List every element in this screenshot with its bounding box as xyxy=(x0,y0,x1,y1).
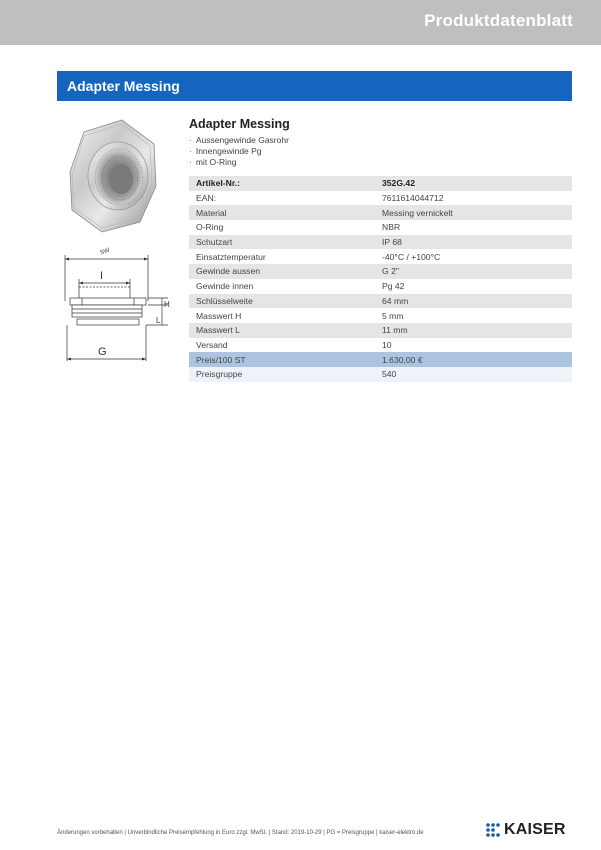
spec-value: Pg 42 xyxy=(375,279,572,294)
spec-value: G 2" xyxy=(375,264,572,279)
feature-item: · Aussengewinde Gasrohr xyxy=(189,135,289,146)
spec-label: Artikel-Nr.: xyxy=(189,176,375,191)
product-photo xyxy=(62,114,162,236)
spec-row-article-number xyxy=(189,176,572,191)
spec-label: Versand xyxy=(189,338,375,353)
feature-item: · mit O-Ring xyxy=(189,157,289,168)
technical-drawing xyxy=(52,243,180,373)
spec-label: Material xyxy=(189,205,375,220)
dim-label-g: G xyxy=(98,346,107,358)
spec-row-material xyxy=(189,205,572,220)
spec-row-o-ring xyxy=(189,220,572,235)
spec-label: Masswert L xyxy=(189,323,375,338)
kaiser-logo xyxy=(485,821,566,839)
spec-row-dimension-h xyxy=(189,308,572,323)
spec-label: Masswert H xyxy=(189,308,375,323)
spec-row-price-group xyxy=(189,367,572,382)
spec-row-protection xyxy=(189,235,572,250)
spec-row-outer-thread xyxy=(189,264,572,279)
logo-text: KAISER xyxy=(504,821,566,838)
spec-label: EAN: xyxy=(189,191,375,206)
spec-value: 10 xyxy=(375,338,572,353)
spec-row-ean xyxy=(189,191,572,206)
spec-value: Messing vernickelt xyxy=(375,205,572,220)
spec-label: Einsatztemperatur xyxy=(189,249,375,264)
spec-row-dimension-l xyxy=(189,323,572,338)
spec-row-inner-thread xyxy=(189,279,572,294)
spec-label: Preis/100 ST xyxy=(189,352,375,367)
dim-label-sw: SW xyxy=(99,247,111,257)
spec-label: Schlüsselweite xyxy=(189,294,375,309)
dim-label-h: H xyxy=(164,300,170,309)
spec-row-shipping xyxy=(189,338,572,353)
spec-value: 352G.42 xyxy=(375,176,572,191)
document-title: Produktdatenblatt xyxy=(424,11,573,30)
spec-value: 5 mm xyxy=(375,308,572,323)
spec-value: 1.630,00 € xyxy=(375,352,572,367)
dim-label-i: I xyxy=(100,270,104,282)
spec-value: -40°C / +100°C xyxy=(375,249,572,264)
feature-item: · Innengewinde Pg xyxy=(189,146,289,157)
logo-dots-icon xyxy=(485,822,501,838)
spec-value: 11 mm xyxy=(375,323,572,338)
feature-list xyxy=(189,135,289,167)
spec-table xyxy=(189,176,572,382)
spec-label: Gewinde aussen xyxy=(189,264,375,279)
header-band xyxy=(0,0,601,45)
spec-value: 540 xyxy=(375,367,572,382)
spec-label: Preisgruppe xyxy=(189,367,375,382)
spec-label: O-Ring xyxy=(189,220,375,235)
dim-label-l: L xyxy=(156,316,161,325)
spec-label: Gewinde innen xyxy=(189,279,375,294)
spec-row-temperature xyxy=(189,249,572,264)
spec-row-wrench-size xyxy=(189,294,572,309)
spec-value: 7611614044712 xyxy=(375,191,572,206)
spec-value: IP 68 xyxy=(375,235,572,250)
spec-value: NBR xyxy=(375,220,572,235)
section-title: Adapter Messing xyxy=(67,78,180,94)
footer-text: Änderungen vorbehalten | Unverbindliche Preisempfehlung in Euro zzgl. MwSt. | Stand: 2019-10-29 | PG = Preisgruppe | kaiser-elektro.de xyxy=(57,830,424,836)
spec-row-price xyxy=(189,352,572,367)
product-name: Adapter Messing xyxy=(189,117,290,131)
section-title-bar xyxy=(57,71,572,101)
spec-value: 64 mm xyxy=(375,294,572,309)
spec-label: Schutzart xyxy=(189,235,375,250)
